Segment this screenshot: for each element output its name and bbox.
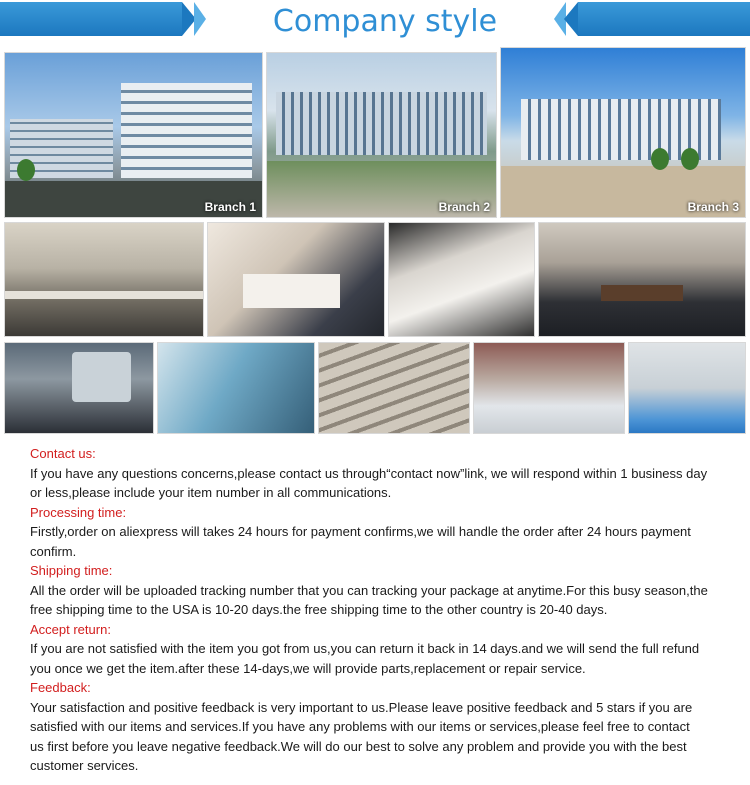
policy-info [30,444,730,776]
section-line: free shipping time to the USA is 10-20 days.the free shipping time to the other country is 20-40 days. [30,602,608,617]
section-header [0,0,750,44]
branch-2-photo [266,52,497,218]
workshop-photo [473,342,625,434]
section-line: us first before you leave negative feedback.We will do our best to solve any problem and provide you with the best [30,738,687,754]
conveyor-photo [318,342,470,434]
section-line: confirm. [30,543,77,559]
section-line: you once we get the item.after these 14-days,we will provide parts,replacement or repair service. [30,660,586,676]
branch-1-caption: Branch 1 [204,200,256,214]
branch-2-caption: Branch 2 [438,200,490,214]
documents-review-photo [388,222,535,337]
chevron-left-icon [564,2,578,36]
processing-section [30,503,730,562]
office-photo [4,222,204,337]
section-line: satisfied with our items and services.If you have any problems with our items or services,please feel free to contact [30,719,690,734]
branch-3-photo [500,47,746,218]
page-title: Company style [272,4,498,39]
assembly-line-photo [157,342,315,434]
section-heading: Processing time: [30,504,127,520]
team-meeting-photo [207,222,385,337]
inspection-station-photo [4,342,154,434]
contact-section [30,444,730,503]
shipping-section [30,561,730,620]
header-bar-left [0,2,182,36]
header-bar-right [578,2,750,36]
section-line: If you have any questions concerns,please contact us through“contact now”link, we will respond within 1 business day [30,465,708,481]
storage-area-photo [628,342,746,434]
chevron-right-icon [194,2,206,36]
section-line: Your satisfaction and positive feedback is very important to us.Please leave positive feedback and 5 stars if you are [30,699,693,715]
section-heading: Feedback: [30,680,91,695]
section-heading: Contact us: [30,446,96,461]
feedback-section [30,678,730,776]
section-line: customer services. [30,758,139,773]
section-line: Firstly,order on aliexpress will takes 24 hours for payment confirms,we will handle the order after 24 hours payment [30,524,691,539]
branch-1-photo [4,52,263,218]
section-line: or less,please include your item number in all communications. [30,485,392,500]
section-heading: Accept return: [30,621,111,637]
return-section [30,620,730,679]
conference-room-photo [538,222,746,337]
section-line: If you are not satisfied with the item you got from us,you can return it back in 14 days.and we will send the full refund [30,641,700,656]
branch-3-caption: Branch 3 [687,200,739,214]
section-line: All the order will be uploaded tracking number that you can tracking your package at anytime.For this busy season,the [30,582,708,598]
section-heading: Shipping time: [30,563,113,578]
